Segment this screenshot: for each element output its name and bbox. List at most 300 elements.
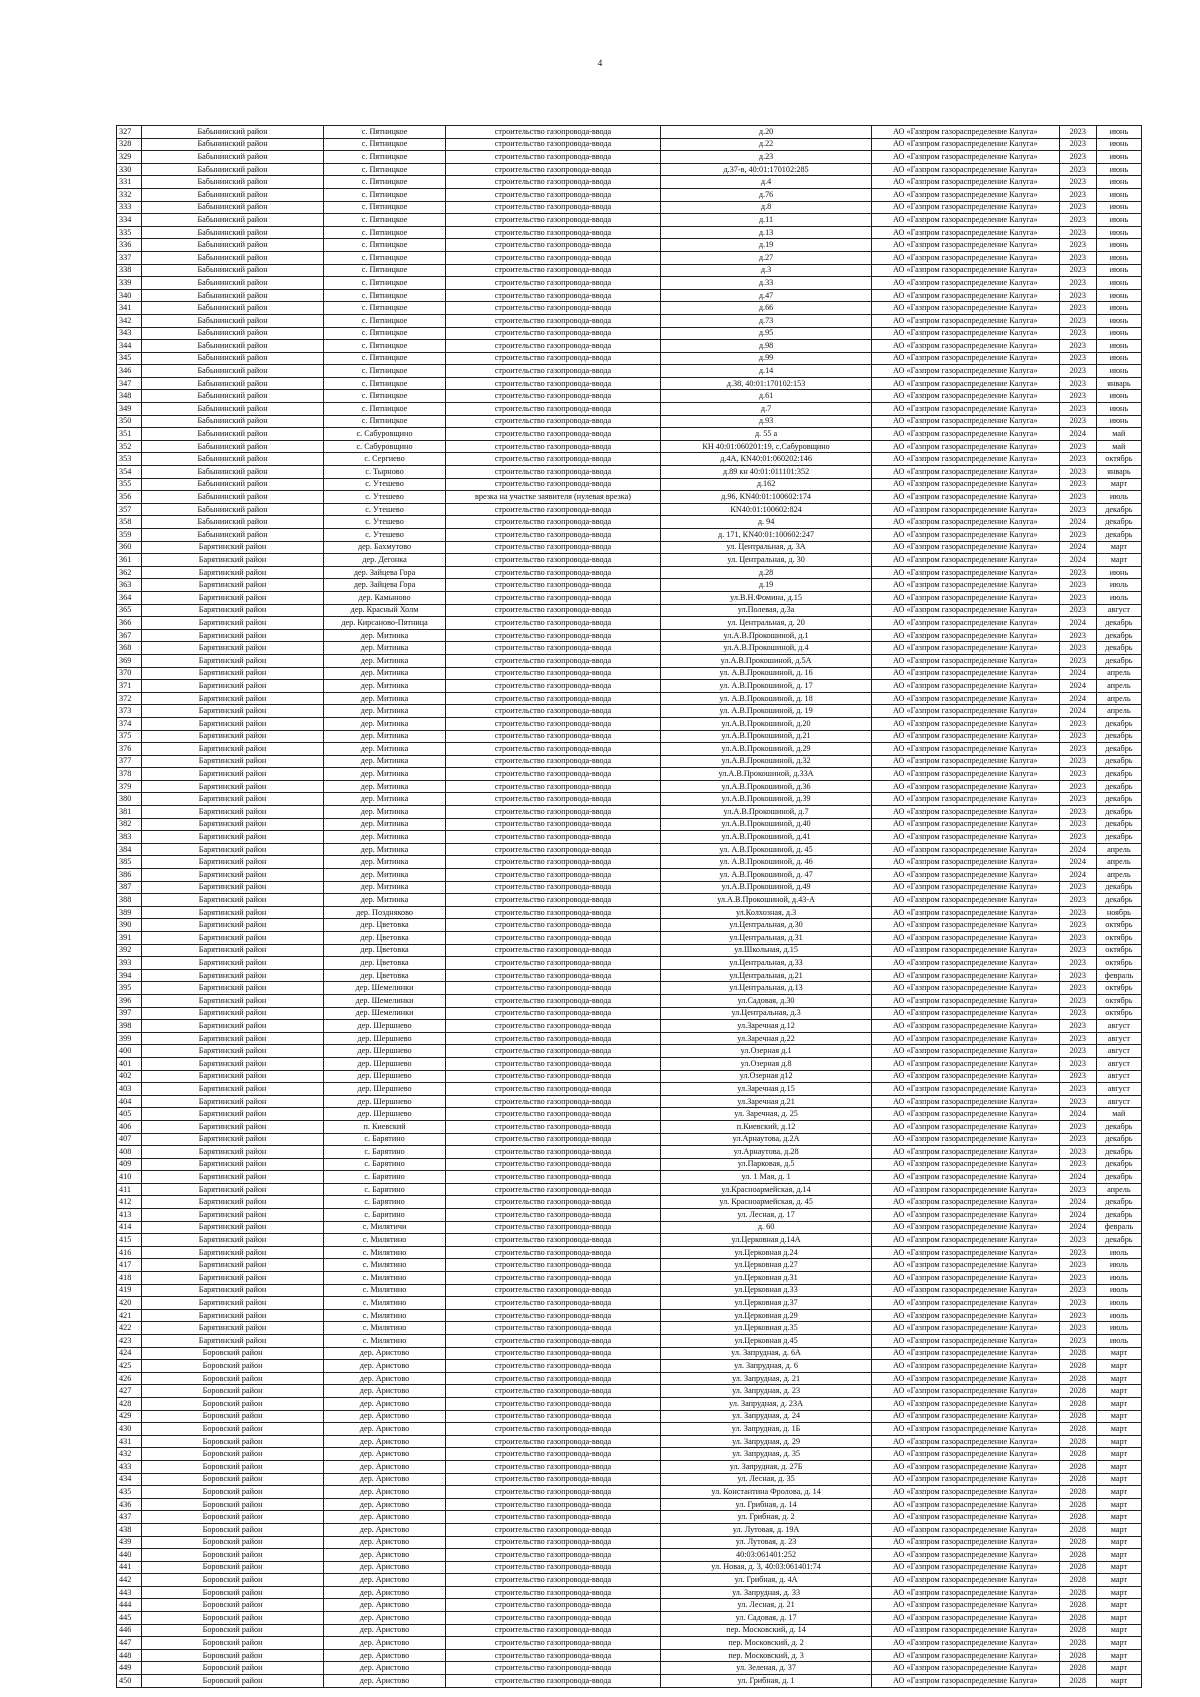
address-cell: д.4 (661, 176, 872, 189)
table-row (117, 1448, 1142, 1461)
row-number: 355 (117, 478, 142, 491)
district-cell: Бабынинский район (141, 415, 324, 428)
row-number: 347 (117, 377, 142, 390)
month-cell: май (1096, 428, 1141, 441)
organization-cell: АО «Газпром газораспределение Калуга» (871, 843, 1059, 856)
row-number: 417 (117, 1259, 142, 1272)
district-cell: Боровский район (141, 1385, 324, 1398)
month-cell: август (1096, 1045, 1141, 1058)
month-cell: июль (1096, 1259, 1141, 1272)
year-cell: 2028 (1059, 1397, 1096, 1410)
locality-cell: дер. Шершнево (324, 1057, 445, 1070)
locality-cell: дер. Цветовка (324, 932, 445, 945)
locality-cell: с. Милятино (324, 1234, 445, 1247)
district-cell: Боровский район (141, 1347, 324, 1360)
address-cell: д.61 (661, 390, 872, 403)
month-cell: март (1096, 1473, 1141, 1486)
year-cell: 2024 (1059, 843, 1096, 856)
organization-cell: АО «Газпром газораспределение Калуга» (871, 302, 1059, 315)
work-type-cell: строительство газопровода-ввода (445, 1675, 661, 1688)
district-cell: Барятинский район (141, 1045, 324, 1058)
month-cell: декабрь (1096, 629, 1141, 642)
row-number: 398 (117, 1020, 142, 1033)
work-type-cell: строительство газопровода-ввода (445, 163, 661, 176)
address-cell: ул.Церковная д.29 (661, 1309, 872, 1322)
organization-cell: АО «Газпром газораспределение Калуга» (871, 352, 1059, 365)
row-number: 440 (117, 1549, 142, 1562)
address-cell: д. 55 а (661, 428, 872, 441)
row-number: 421 (117, 1309, 142, 1322)
district-cell: Боровский район (141, 1423, 324, 1436)
district-cell: Боровский район (141, 1549, 324, 1562)
organization-cell: АО «Газпром газораспределение Калуга» (871, 1586, 1059, 1599)
address-cell: КН 40:01:060201:19, с.Сабуровщино (661, 440, 872, 453)
organization-cell: АО «Газпром газораспределение Калуга» (871, 1284, 1059, 1297)
row-number: 388 (117, 894, 142, 907)
work-type-cell: строительство газопровода-ввода (445, 780, 661, 793)
table-row (117, 377, 1142, 390)
district-cell: Барятинский район (141, 730, 324, 743)
row-number: 438 (117, 1523, 142, 1536)
locality-cell: с. Пятницкое (324, 377, 445, 390)
organization-cell: АО «Газпром газораспределение Калуга» (871, 251, 1059, 264)
row-number: 362 (117, 566, 142, 579)
month-cell: декабрь (1096, 818, 1141, 831)
locality-cell: дер. Митинка (324, 793, 445, 806)
work-type-cell: строительство газопровода-ввода (445, 302, 661, 315)
year-cell: 2023 (1059, 1057, 1096, 1070)
work-type-cell: строительство газопровода-ввода (445, 453, 661, 466)
district-cell: Барятинский район (141, 944, 324, 957)
year-cell: 2028 (1059, 1574, 1096, 1587)
work-type-cell: строительство газопровода-ввода (445, 126, 661, 139)
month-cell: июнь (1096, 403, 1141, 416)
month-cell: декабрь (1096, 1146, 1141, 1159)
organization-cell: АО «Газпром газораспределение Калуга» (871, 680, 1059, 693)
month-cell: декабрь (1096, 503, 1141, 516)
district-cell: Боровский район (141, 1637, 324, 1650)
district-cell: Боровский район (141, 1675, 324, 1688)
district-cell: Бабынинский район (141, 126, 324, 139)
address-cell: ул.А.В.Прокошиной, д.7 (661, 806, 872, 819)
address-cell: д. 60 (661, 1221, 872, 1234)
table-row (117, 1272, 1142, 1285)
district-cell: Боровский район (141, 1624, 324, 1637)
year-cell: 2023 (1059, 1045, 1096, 1058)
work-type-cell: строительство газопровода-ввода (445, 239, 661, 252)
row-number: 333 (117, 201, 142, 214)
month-cell: март (1096, 1523, 1141, 1536)
row-number: 403 (117, 1083, 142, 1096)
work-type-cell: строительство газопровода-ввода (445, 1460, 661, 1473)
table-row (117, 340, 1142, 353)
month-cell: июнь (1096, 239, 1141, 252)
locality-cell: дер. Цветовка (324, 969, 445, 982)
address-cell: 40:03:061401:252 (661, 1549, 872, 1562)
year-cell: 2023 (1059, 1309, 1096, 1322)
year-cell: 2023 (1059, 491, 1096, 504)
work-type-cell: строительство газопровода-ввода (445, 176, 661, 189)
month-cell: март (1096, 1662, 1141, 1675)
locality-cell: дер. Цветовка (324, 944, 445, 957)
table-row (117, 1397, 1142, 1410)
locality-cell: дер. Шемелинки (324, 982, 445, 995)
organization-cell: АО «Газпром газораспределение Калуга» (871, 529, 1059, 542)
address-cell: ул.А.В.Прокошиной, д.1 (661, 629, 872, 642)
year-cell: 2023 (1059, 944, 1096, 957)
organization-cell: АО «Газпром газораспределение Калуга» (871, 743, 1059, 756)
table-row (117, 1070, 1142, 1083)
district-cell: Бабынинский район (141, 314, 324, 327)
work-type-cell: строительство газопровода-ввода (445, 604, 661, 617)
district-cell: Бабынинский район (141, 327, 324, 340)
address-cell: ул. Запрудная, д. 23 (661, 1385, 872, 1398)
month-cell: март (1096, 1410, 1141, 1423)
organization-cell: АО «Газпром газораспределение Калуга» (871, 1070, 1059, 1083)
locality-cell: дер. Митинка (324, 843, 445, 856)
address-cell: д.89 кн 40:01:011101:352 (661, 466, 872, 479)
year-cell: 2023 (1059, 277, 1096, 290)
month-cell: июнь (1096, 340, 1141, 353)
district-cell: Боровский район (141, 1360, 324, 1373)
year-cell: 2024 (1059, 541, 1096, 554)
district-cell: Бабынинский район (141, 390, 324, 403)
work-type-cell: строительство газопровода-ввода (445, 554, 661, 567)
year-cell: 2028 (1059, 1347, 1096, 1360)
address-cell: д.99 (661, 352, 872, 365)
row-number: 446 (117, 1624, 142, 1637)
year-cell: 2028 (1059, 1423, 1096, 1436)
work-type-cell: строительство газопровода-ввода (445, 327, 661, 340)
year-cell: 2023 (1059, 793, 1096, 806)
organization-cell: АО «Газпром газораспределение Калуга» (871, 667, 1059, 680)
address-cell: ул. Центральная, д. 30 (661, 554, 872, 567)
table-row (117, 743, 1142, 756)
row-number: 444 (117, 1599, 142, 1612)
address-cell: д.4А, КN40:01:060202:146 (661, 453, 872, 466)
row-number: 430 (117, 1423, 142, 1436)
year-cell: 2023 (1059, 214, 1096, 227)
locality-cell: дер. Митинка (324, 730, 445, 743)
work-type-cell: строительство газопровода-ввода (445, 894, 661, 907)
locality-cell: дер. Аристово (324, 1423, 445, 1436)
month-cell: март (1096, 541, 1141, 554)
address-cell: ул. Грибная, д. 1 (661, 1675, 872, 1688)
address-cell: ул. Запрудная, д. 21 (661, 1372, 872, 1385)
organization-cell: АО «Газпром газораспределение Калуга» (871, 806, 1059, 819)
district-cell: Барятинский район (141, 894, 324, 907)
table-row (117, 176, 1142, 189)
row-number: 406 (117, 1120, 142, 1133)
organization-cell: АО «Газпром газораспределение Калуга» (871, 1385, 1059, 1398)
work-type-cell: строительство газопровода-ввода (445, 566, 661, 579)
work-type-cell: строительство газопровода-ввода (445, 1347, 661, 1360)
work-type-cell: строительство газопровода-ввода (445, 1473, 661, 1486)
work-type-cell: строительство газопровода-ввода (445, 1385, 661, 1398)
organization-cell: АО «Газпром газораспределение Калуга» (871, 340, 1059, 353)
month-cell: февраль (1096, 1221, 1141, 1234)
table-row (117, 1171, 1142, 1184)
year-cell: 2023 (1059, 743, 1096, 756)
row-number: 372 (117, 692, 142, 705)
table-row (117, 1196, 1142, 1209)
locality-cell: дер. Шемелинки (324, 994, 445, 1007)
row-number: 447 (117, 1637, 142, 1650)
address-cell: ул. А.В.Прокошиной, д. 45 (661, 843, 872, 856)
locality-cell: дер. Митинка (324, 755, 445, 768)
address-cell: д.19 (661, 579, 872, 592)
district-cell: Бабынинский район (141, 138, 324, 151)
row-number: 349 (117, 403, 142, 416)
table-row (117, 466, 1142, 479)
row-number: 393 (117, 957, 142, 970)
district-cell: Бабынинский район (141, 264, 324, 277)
table-row (117, 680, 1142, 693)
locality-cell: дер. Дегонка (324, 554, 445, 567)
work-type-cell: строительство газопровода-ввода (445, 629, 661, 642)
year-cell: 2024 (1059, 617, 1096, 630)
address-cell: ул. Запрудная, д. 27Б (661, 1460, 872, 1473)
year-cell: 2028 (1059, 1448, 1096, 1461)
address-cell: ул. Зеленая, д. 37 (661, 1662, 872, 1675)
district-cell: Бабынинский район (141, 214, 324, 227)
address-cell: ул.А.В.Прокошиной, д.49 (661, 881, 872, 894)
table-row (117, 1246, 1142, 1259)
work-type-cell: строительство газопровода-ввода (445, 1397, 661, 1410)
table-row (117, 768, 1142, 781)
year-cell: 2023 (1059, 126, 1096, 139)
locality-cell: с. Пятницкое (324, 226, 445, 239)
work-type-cell: строительство газопровода-ввода (445, 793, 661, 806)
row-number: 328 (117, 138, 142, 151)
locality-cell: дер. Митинка (324, 654, 445, 667)
table-row (117, 1309, 1142, 1322)
locality-cell: с. Пятницкое (324, 188, 445, 201)
district-cell: Барятинский район (141, 906, 324, 919)
address-cell: д.33 (661, 277, 872, 290)
locality-cell: с. Пятницкое (324, 126, 445, 139)
address-cell: д.37-в, 40:01:170102:285 (661, 163, 872, 176)
locality-cell: дер. Митинка (324, 768, 445, 781)
month-cell: июль (1096, 1246, 1141, 1259)
month-cell: октябрь (1096, 982, 1141, 995)
district-cell: Барятинский район (141, 831, 324, 844)
organization-cell: АО «Газпром газораспределение Калуга» (871, 188, 1059, 201)
address-cell: д.96, КN40:01:100602:174 (661, 491, 872, 504)
month-cell: март (1096, 1360, 1141, 1373)
district-cell: Барятинский район (141, 780, 324, 793)
address-cell: ул.Церковная д.27 (661, 1259, 872, 1272)
month-cell: декабрь (1096, 881, 1141, 894)
work-type-cell: строительство газопровода-ввода (445, 340, 661, 353)
work-type-cell: строительство газопровода-ввода (445, 1133, 661, 1146)
year-cell: 2023 (1059, 654, 1096, 667)
organization-cell: АО «Газпром газораспределение Калуга» (871, 957, 1059, 970)
locality-cell: с. Барятино (324, 1209, 445, 1222)
work-type-cell: строительство газопровода-ввода (445, 1158, 661, 1171)
month-cell: март (1096, 1675, 1141, 1688)
district-cell: Барятинский район (141, 755, 324, 768)
month-cell: июнь (1096, 214, 1141, 227)
month-cell: июнь (1096, 289, 1141, 302)
month-cell: март (1096, 1586, 1141, 1599)
locality-cell: с. Барятино (324, 1133, 445, 1146)
row-number: 409 (117, 1158, 142, 1171)
table-row (117, 1637, 1142, 1650)
table-row (117, 516, 1142, 529)
district-cell: Барятинский район (141, 642, 324, 655)
organization-cell: АО «Газпром газораспределение Калуга» (871, 453, 1059, 466)
month-cell: декабрь (1096, 894, 1141, 907)
work-type-cell: строительство газопровода-ввода (445, 1624, 661, 1637)
organization-cell: АО «Газпром газораспределение Калуга» (871, 1561, 1059, 1574)
row-number: 414 (117, 1221, 142, 1234)
row-number: 418 (117, 1272, 142, 1285)
month-cell: март (1096, 1624, 1141, 1637)
row-number: 371 (117, 680, 142, 693)
row-number: 427 (117, 1385, 142, 1398)
row-number: 413 (117, 1209, 142, 1222)
work-type-cell: строительство газопровода-ввода (445, 1284, 661, 1297)
work-type-cell: строительство газопровода-ввода (445, 1171, 661, 1184)
work-type-cell: строительство газопровода-ввода (445, 516, 661, 529)
row-number: 354 (117, 466, 142, 479)
month-cell: январь (1096, 377, 1141, 390)
locality-cell: дер. Шершнево (324, 1045, 445, 1058)
month-cell: март (1096, 1347, 1141, 1360)
year-cell: 2023 (1059, 806, 1096, 819)
locality-cell: дер. Аристово (324, 1536, 445, 1549)
organization-cell: АО «Газпром газораспределение Калуга» (871, 126, 1059, 139)
work-type-cell: строительство газопровода-ввода (445, 743, 661, 756)
locality-cell: с. Пятницкое (324, 277, 445, 290)
address-cell: ул.Заречная д.21 (661, 1095, 872, 1108)
month-cell: декабрь (1096, 743, 1141, 756)
district-cell: Барятинский район (141, 994, 324, 1007)
year-cell: 2024 (1059, 428, 1096, 441)
locality-cell: с. Пятницкое (324, 415, 445, 428)
locality-cell: с. Пятницкое (324, 201, 445, 214)
organization-cell: АО «Газпром газораспределение Калуга» (871, 1435, 1059, 1448)
locality-cell: дер. Аристово (324, 1649, 445, 1662)
district-cell: Барятинский район (141, 818, 324, 831)
locality-cell: дер. Митинка (324, 818, 445, 831)
locality-cell: дер. Аристово (324, 1448, 445, 1461)
year-cell: 2023 (1059, 1007, 1096, 1020)
table-row (117, 151, 1142, 164)
table-row (117, 1209, 1142, 1222)
month-cell: август (1096, 1083, 1141, 1096)
year-cell: 2023 (1059, 894, 1096, 907)
locality-cell: с. Пятницкое (324, 327, 445, 340)
organization-cell: АО «Газпром газораспределение Калуга» (871, 1183, 1059, 1196)
address-cell: ул.Церковная д.35 (661, 1322, 872, 1335)
district-cell: Бабынинский район (141, 201, 324, 214)
month-cell: март (1096, 1372, 1141, 1385)
address-cell: ул.Церковная д.37 (661, 1297, 872, 1310)
month-cell: октябрь (1096, 919, 1141, 932)
district-cell: Боровский район (141, 1536, 324, 1549)
organization-cell: АО «Газпром газораспределение Калуга» (871, 277, 1059, 290)
month-cell: июль (1096, 591, 1141, 604)
table-row (117, 843, 1142, 856)
year-cell: 2024 (1059, 667, 1096, 680)
district-cell: Барятинский район (141, 1070, 324, 1083)
month-cell: декабрь (1096, 1158, 1141, 1171)
address-cell: д.98 (661, 340, 872, 353)
year-cell: 2023 (1059, 755, 1096, 768)
work-type-cell: строительство газопровода-ввода (445, 705, 661, 718)
address-cell: ул. Запрудная, д. 24 (661, 1410, 872, 1423)
table-row (117, 793, 1142, 806)
month-cell: октябрь (1096, 932, 1141, 945)
month-cell: июнь (1096, 352, 1141, 365)
row-number: 360 (117, 541, 142, 554)
district-cell: Бабынинский район (141, 251, 324, 264)
year-cell: 2023 (1059, 1120, 1096, 1133)
organization-cell: АО «Газпром газораспределение Калуга» (871, 818, 1059, 831)
month-cell: март (1096, 1448, 1141, 1461)
table-row (117, 264, 1142, 277)
organization-cell: АО «Газпром газораспределение Калуга» (871, 226, 1059, 239)
year-cell: 2023 (1059, 188, 1096, 201)
address-cell: ул.Полевая, д.3а (661, 604, 872, 617)
month-cell: июнь (1096, 251, 1141, 264)
month-cell: март (1096, 1561, 1141, 1574)
year-cell: 2023 (1059, 403, 1096, 416)
month-cell: март (1096, 554, 1141, 567)
work-type-cell: строительство газопровода-ввода (445, 1549, 661, 1562)
row-number: 335 (117, 226, 142, 239)
month-cell: июнь (1096, 390, 1141, 403)
work-type-cell: строительство газопровода-ввода (445, 843, 661, 856)
district-cell: Барятинский район (141, 1259, 324, 1272)
organization-cell: АО «Газпром газораспределение Калуга» (871, 1158, 1059, 1171)
organization-cell: АО «Газпром газораспределение Калуга» (871, 869, 1059, 882)
locality-cell: дер. Аристово (324, 1473, 445, 1486)
month-cell: июль (1096, 491, 1141, 504)
row-number: 416 (117, 1246, 142, 1259)
month-cell: июнь (1096, 176, 1141, 189)
district-cell: Бабынинский район (141, 239, 324, 252)
organization-cell: АО «Газпром газораспределение Калуга» (871, 969, 1059, 982)
year-cell: 2023 (1059, 629, 1096, 642)
month-cell: июнь (1096, 314, 1141, 327)
year-cell: 2028 (1059, 1372, 1096, 1385)
row-number: 358 (117, 516, 142, 529)
district-cell: Барятинский район (141, 717, 324, 730)
address-cell: ул.Заречная д.15 (661, 1083, 872, 1096)
table-row (117, 932, 1142, 945)
row-number: 410 (117, 1171, 142, 1184)
month-cell: декабрь (1096, 730, 1141, 743)
month-cell: июнь (1096, 566, 1141, 579)
row-number: 377 (117, 755, 142, 768)
table-row (117, 1183, 1142, 1196)
organization-cell: АО «Газпром газораспределение Калуга» (871, 1612, 1059, 1625)
address-cell: ул.Озерная д12 (661, 1070, 872, 1083)
locality-cell: дер. Митинка (324, 692, 445, 705)
table-row (117, 188, 1142, 201)
organization-cell: АО «Газпром газораспределение Калуга» (871, 654, 1059, 667)
district-cell: Барятинский район (141, 1133, 324, 1146)
year-cell: 2023 (1059, 566, 1096, 579)
table-row (117, 327, 1142, 340)
organization-cell: АО «Газпром газораспределение Калуга» (871, 629, 1059, 642)
organization-cell: АО «Газпром газораспределение Калуга» (871, 944, 1059, 957)
locality-cell: дер. Шершнево (324, 1070, 445, 1083)
month-cell: июнь (1096, 151, 1141, 164)
